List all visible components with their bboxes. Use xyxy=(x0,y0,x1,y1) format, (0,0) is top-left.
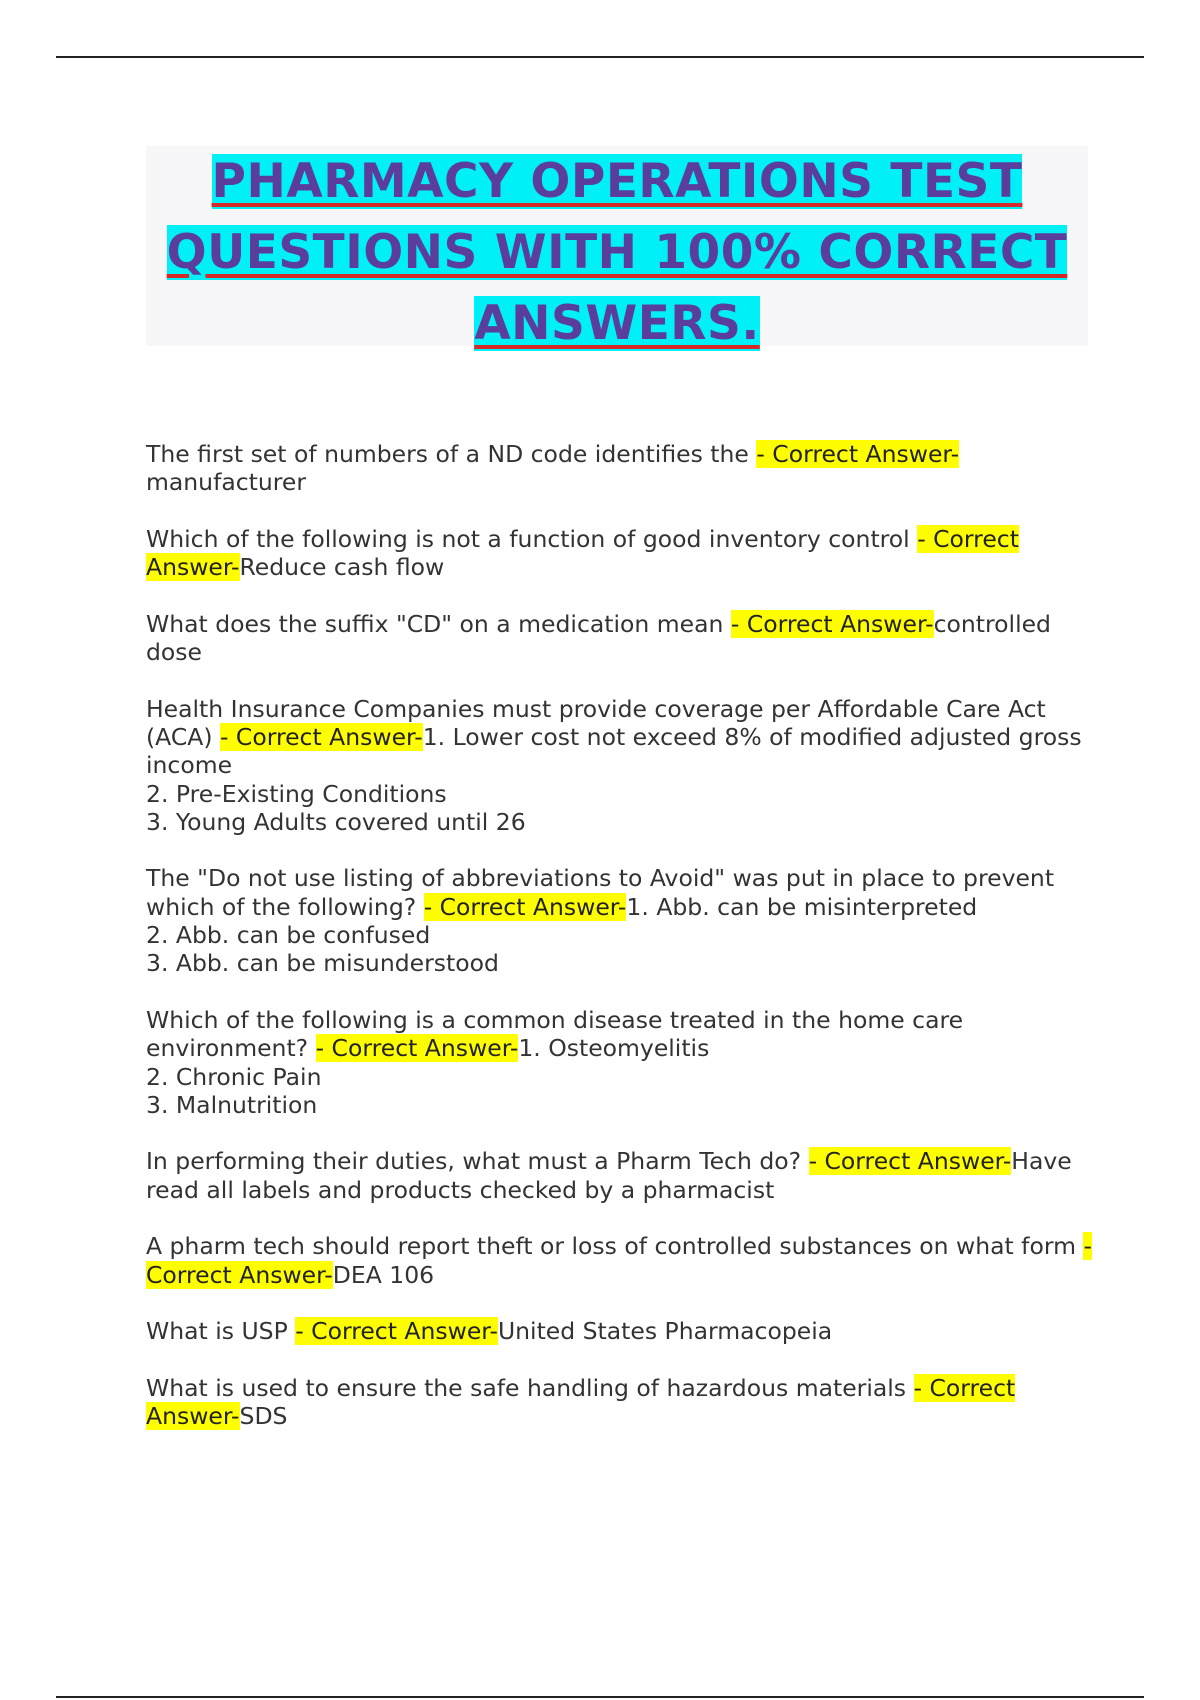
document-title xyxy=(146,146,1088,359)
answer-text: manufacturer xyxy=(146,468,307,497)
answer-text: 2. Abb. can be confused xyxy=(146,921,431,950)
question-text: Which of the following is not a function of good inventory control xyxy=(146,524,918,553)
answer-text: controlled dose xyxy=(146,609,1051,667)
answer-text: 1. Abb. can be misinterpreted xyxy=(626,892,978,921)
answer-text: DEA 106 xyxy=(332,1260,435,1289)
qa-item xyxy=(146,525,1096,582)
correct-answer-marker: - Correct Answer- xyxy=(423,892,627,921)
qa-item xyxy=(146,610,1096,667)
correct-answer-marker: - Correct Answer- xyxy=(146,1232,1092,1289)
top-rule xyxy=(56,56,1144,58)
question-text: In performing their duties, what must a Pharm Tech do? xyxy=(146,1147,809,1176)
question-text: The first set of numbers of a ND code identifies the xyxy=(146,440,757,468)
qa-item xyxy=(146,864,1096,977)
answer-text: 3. Abb. can be misunderstood xyxy=(146,949,499,978)
question-text: What is USP xyxy=(146,1317,296,1346)
title-line-2: QUESTIONS WITH 100% CORRECT xyxy=(166,225,1068,280)
title-line-3: ANSWERS. xyxy=(474,296,760,351)
qa-list xyxy=(146,440,1096,1459)
answer-text: 1. Osteomyelitis xyxy=(518,1034,710,1063)
correct-answer-marker: - Correct Answer- xyxy=(315,1034,519,1063)
qa-item xyxy=(146,1374,1096,1431)
bottom-rule xyxy=(56,1696,1144,1698)
qa-item xyxy=(146,1317,1096,1345)
correct-answer-marker: - Correct Answer- xyxy=(295,1317,498,1346)
question-text: A pharm tech should report theft or loss of controlled substances on what form xyxy=(146,1232,1084,1261)
answer-text: 3. Young Adults covered until 26 xyxy=(146,807,526,836)
title-block xyxy=(146,146,1088,351)
answer-text: 1. Lower cost not exceed 8% of modified adjusted gross income xyxy=(146,722,1082,780)
qa-item xyxy=(146,695,1096,836)
question-text: Which of the following is a common disease treated in the home care environment? xyxy=(146,1005,964,1063)
question-text: Health Insurance Companies must provide coverage per Affordable Care Act (ACA) xyxy=(146,694,1046,751)
answer-text: United States Pharmacopeia xyxy=(497,1317,833,1346)
question-text: The "Do not use listing of abbreviations to Avoid" was put in place to prevent which of the following? xyxy=(146,864,1055,921)
question-text: What is used to ensure the safe handling of hazardous materials xyxy=(146,1373,914,1402)
qa-item xyxy=(146,1006,1096,1119)
correct-answer-marker: - Correct Answer- xyxy=(808,1147,1012,1176)
answer-text: Have read all labels and products checked by a pharmacist xyxy=(146,1147,1072,1204)
answer-text: Reduce cash flow xyxy=(239,553,445,582)
title-line-1: PHARMACY OPERATIONS TEST xyxy=(211,154,1023,209)
correct-answer-marker: - Correct Answer- xyxy=(146,1373,1016,1431)
qa-item xyxy=(146,1147,1096,1204)
answer-text: 2. Pre-Existing Conditions xyxy=(146,779,447,808)
qa-item xyxy=(146,440,1096,497)
answer-text: 2. Chronic Pain xyxy=(146,1062,322,1091)
correct-answer-marker: - Correct Answer- xyxy=(146,524,1019,582)
question-text: What does the suffix "CD" on a medication mean xyxy=(146,609,731,638)
answer-text: 3. Malnutrition xyxy=(146,1090,318,1119)
correct-answer-marker: - Correct Answer- xyxy=(219,722,423,751)
correct-answer-marker: - Correct Answer- xyxy=(756,440,960,468)
correct-answer-marker: - Correct Answer- xyxy=(730,609,934,638)
qa-item xyxy=(146,1232,1096,1289)
answer-text: SDS xyxy=(239,1402,288,1431)
